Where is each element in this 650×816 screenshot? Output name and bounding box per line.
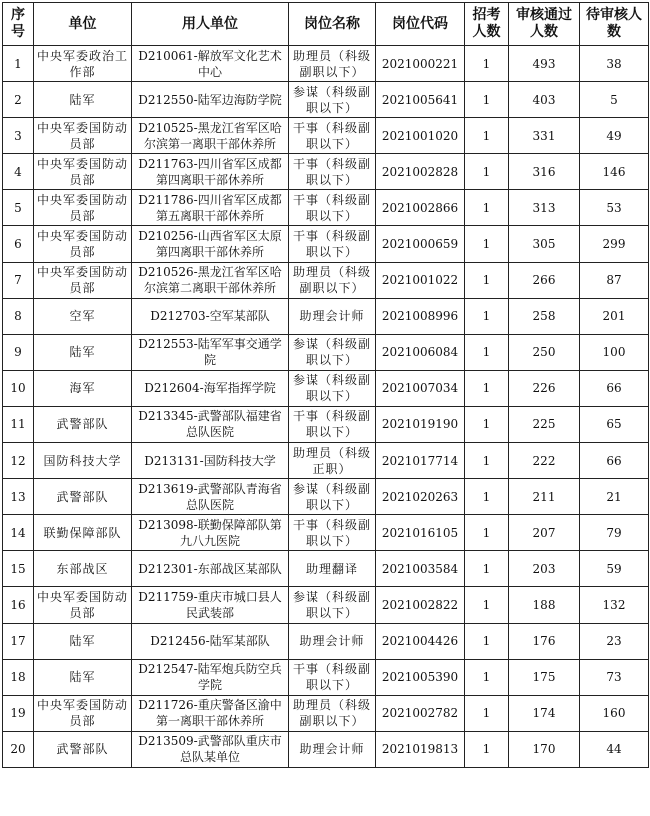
- cell-unit: D213131-国防科技大学: [132, 443, 289, 479]
- cell-pending: 49: [580, 118, 649, 154]
- cell-pending: 65: [580, 406, 649, 442]
- cell-post: 参谋（科级副职以下）: [289, 334, 376, 370]
- cell-quota: 1: [465, 479, 509, 515]
- cell-quota: 1: [465, 82, 509, 118]
- header-quota: 招考人数: [465, 3, 509, 46]
- cell-no: 10: [3, 370, 34, 406]
- cell-no: 19: [3, 695, 34, 731]
- cell-passed: 170: [509, 731, 580, 767]
- cell-passed: 207: [509, 515, 580, 551]
- cell-no: 16: [3, 587, 34, 623]
- cell-code: 2021019813: [376, 731, 465, 767]
- cell-code: 2021000659: [376, 226, 465, 262]
- cell-no: 14: [3, 515, 34, 551]
- cell-passed: 225: [509, 406, 580, 442]
- cell-unit: D213509-武警部队重庆市总队某单位: [132, 731, 289, 767]
- cell-code: 2021008996: [376, 298, 465, 334]
- cell-passed: 266: [509, 262, 580, 298]
- cell-quota: 1: [465, 623, 509, 659]
- cell-dept: 海军: [34, 370, 132, 406]
- cell-pending: 23: [580, 623, 649, 659]
- cell-pending: 87: [580, 262, 649, 298]
- cell-quota: 1: [465, 406, 509, 442]
- cell-quota: 1: [465, 370, 509, 406]
- cell-unit: D212703-空军某部队: [132, 298, 289, 334]
- table-row: [3, 659, 649, 695]
- cell-code: 2021019190: [376, 406, 465, 442]
- cell-post: 干事（科级副职以下）: [289, 226, 376, 262]
- cell-code: 2021017714: [376, 443, 465, 479]
- cell-quota: 1: [465, 262, 509, 298]
- header-dept: 单位: [34, 3, 132, 46]
- cell-post: 参谋（科级副职以下）: [289, 479, 376, 515]
- cell-code: 2021001020: [376, 118, 465, 154]
- cell-pending: 201: [580, 298, 649, 334]
- cell-dept: 陆军: [34, 623, 132, 659]
- cell-quota: 1: [465, 551, 509, 587]
- cell-pending: 299: [580, 226, 649, 262]
- cell-dept: 陆军: [34, 82, 132, 118]
- cell-unit: D213098-联勤保障部队第九八九医院: [132, 515, 289, 551]
- cell-unit: D212550-陆军边海防学院: [132, 82, 289, 118]
- cell-code: 2021001022: [376, 262, 465, 298]
- cell-post: 助理会计师: [289, 623, 376, 659]
- cell-passed: 493: [509, 46, 580, 82]
- cell-unit: D212604-海军指挥学院: [132, 370, 289, 406]
- cell-no: 12: [3, 443, 34, 479]
- recruitment-table: [2, 2, 649, 768]
- header-row: [3, 3, 649, 46]
- cell-passed: 175: [509, 659, 580, 695]
- cell-dept: 中央军委国防动员部: [34, 154, 132, 190]
- cell-unit: D212547-陆军炮兵防空兵学院: [132, 659, 289, 695]
- cell-code: 2021020263: [376, 479, 465, 515]
- cell-code: 2021002828: [376, 154, 465, 190]
- table-row: [3, 154, 649, 190]
- cell-passed: 403: [509, 82, 580, 118]
- cell-dept: 陆军: [34, 659, 132, 695]
- cell-unit: D210256-山西省军区太原第四离职干部休养所: [132, 226, 289, 262]
- cell-code: 2021002866: [376, 190, 465, 226]
- cell-pending: 38: [580, 46, 649, 82]
- cell-post: 助理员（科级副职以下）: [289, 695, 376, 731]
- cell-post: 助理会计师: [289, 298, 376, 334]
- cell-dept: 武警部队: [34, 479, 132, 515]
- cell-unit: D212456-陆军某部队: [132, 623, 289, 659]
- cell-dept: 联勤保障部队: [34, 515, 132, 551]
- cell-quota: 1: [465, 695, 509, 731]
- cell-post: 助理员（科级正职）: [289, 443, 376, 479]
- cell-pending: 66: [580, 443, 649, 479]
- table-row: [3, 443, 649, 479]
- cell-unit: D213619-武警部队青海省总队医院: [132, 479, 289, 515]
- cell-passed: 250: [509, 334, 580, 370]
- table-row: [3, 551, 649, 587]
- cell-quota: 1: [465, 659, 509, 695]
- cell-dept: 中央军委国防动员部: [34, 226, 132, 262]
- cell-no: 5: [3, 190, 34, 226]
- cell-code: 2021016105: [376, 515, 465, 551]
- cell-pending: 44: [580, 731, 649, 767]
- table-row: [3, 479, 649, 515]
- cell-dept: 武警部队: [34, 731, 132, 767]
- cell-code: 2021005641: [376, 82, 465, 118]
- table-row: [3, 82, 649, 118]
- cell-unit: D210526-黑龙江省军区哈尔滨第二离职干部休养所: [132, 262, 289, 298]
- table-row: [3, 118, 649, 154]
- cell-unit: D210061-解放军文化艺术中心: [132, 46, 289, 82]
- cell-dept: 中央军委国防动员部: [34, 190, 132, 226]
- cell-unit: D211786-四川省军区成都第五离职干部休养所: [132, 190, 289, 226]
- cell-post: 干事（科级副职以下）: [289, 659, 376, 695]
- cell-post: 干事（科级副职以下）: [289, 118, 376, 154]
- cell-unit: D212553-陆军军事交通学院: [132, 334, 289, 370]
- cell-dept: 中央军委国防动员部: [34, 587, 132, 623]
- cell-no: 6: [3, 226, 34, 262]
- cell-post: 助理翻译: [289, 551, 376, 587]
- cell-code: 2021005390: [376, 659, 465, 695]
- cell-quota: 1: [465, 443, 509, 479]
- header-passed: 审核通过人数: [509, 3, 580, 46]
- table-row: [3, 623, 649, 659]
- cell-unit: D210525-黑龙江省军区哈尔滨第一离职干部休养所: [132, 118, 289, 154]
- cell-unit: D211763-四川省军区成都第四离职干部休养所: [132, 154, 289, 190]
- cell-dept: 中央军委国防动员部: [34, 262, 132, 298]
- cell-code: 2021003584: [376, 551, 465, 587]
- cell-post: 助理员（科级副职以下）: [289, 46, 376, 82]
- table-row: [3, 515, 649, 551]
- cell-post: 参谋（科级副职以下）: [289, 587, 376, 623]
- cell-passed: 316: [509, 154, 580, 190]
- cell-no: 20: [3, 731, 34, 767]
- cell-passed: 258: [509, 298, 580, 334]
- cell-pending: 21: [580, 479, 649, 515]
- cell-no: 2: [3, 82, 34, 118]
- cell-no: 4: [3, 154, 34, 190]
- cell-pending: 73: [580, 659, 649, 695]
- cell-dept: 陆军: [34, 334, 132, 370]
- table-row: [3, 695, 649, 731]
- cell-post: 参谋（科级副职以下）: [289, 82, 376, 118]
- cell-quota: 1: [465, 226, 509, 262]
- cell-quota: 1: [465, 118, 509, 154]
- cell-passed: 176: [509, 623, 580, 659]
- cell-quota: 1: [465, 190, 509, 226]
- cell-no: 9: [3, 334, 34, 370]
- cell-passed: 222: [509, 443, 580, 479]
- cell-dept: 东部战区: [34, 551, 132, 587]
- cell-quota: 1: [465, 515, 509, 551]
- cell-no: 15: [3, 551, 34, 587]
- cell-pending: 132: [580, 587, 649, 623]
- cell-post: 参谋（科级副职以下）: [289, 370, 376, 406]
- cell-quota: 1: [465, 154, 509, 190]
- table-row: [3, 334, 649, 370]
- cell-no: 13: [3, 479, 34, 515]
- cell-post: 干事（科级副职以下）: [289, 515, 376, 551]
- cell-post: 干事（科级副职以下）: [289, 406, 376, 442]
- table-row: [3, 46, 649, 82]
- cell-post: 干事（科级副职以下）: [289, 190, 376, 226]
- header-pending: 待审核人数: [580, 3, 649, 46]
- cell-pending: 53: [580, 190, 649, 226]
- cell-code: 2021002822: [376, 587, 465, 623]
- cell-unit: D213345-武警部队福建省总队医院: [132, 406, 289, 442]
- cell-quota: 1: [465, 587, 509, 623]
- cell-post: 干事（科级副职以下）: [289, 154, 376, 190]
- cell-passed: 188: [509, 587, 580, 623]
- cell-dept: 空军: [34, 298, 132, 334]
- cell-post: 助理会计师: [289, 731, 376, 767]
- table-row: [3, 298, 649, 334]
- header-code: 岗位代码: [376, 3, 465, 46]
- cell-pending: 66: [580, 370, 649, 406]
- cell-dept: 中央军委国防动员部: [34, 118, 132, 154]
- table-row: [3, 587, 649, 623]
- header-post: 岗位名称: [289, 3, 376, 46]
- cell-pending: 79: [580, 515, 649, 551]
- cell-post: 助理员（科级副职以下）: [289, 262, 376, 298]
- cell-no: 17: [3, 623, 34, 659]
- table-row: [3, 226, 649, 262]
- cell-code: 2021007034: [376, 370, 465, 406]
- table-row: [3, 731, 649, 767]
- cell-quota: 1: [465, 298, 509, 334]
- cell-dept: 武警部队: [34, 406, 132, 442]
- cell-dept: 中央军委政治工作部: [34, 46, 132, 82]
- cell-no: 8: [3, 298, 34, 334]
- cell-no: 7: [3, 262, 34, 298]
- header-unit: 用人单位: [132, 3, 289, 46]
- cell-dept: 国防科技大学: [34, 443, 132, 479]
- cell-passed: 174: [509, 695, 580, 731]
- cell-passed: 305: [509, 226, 580, 262]
- cell-pending: 146: [580, 154, 649, 190]
- cell-passed: 331: [509, 118, 580, 154]
- table-row: [3, 370, 649, 406]
- cell-no: 11: [3, 406, 34, 442]
- cell-unit: D211726-重庆警备区渝中第一离职干部休养所: [132, 695, 289, 731]
- cell-no: 3: [3, 118, 34, 154]
- cell-unit: D211759-重庆市城口县人民武装部: [132, 587, 289, 623]
- table-row: [3, 406, 649, 442]
- cell-unit: D212301-东部战区某部队: [132, 551, 289, 587]
- cell-quota: 1: [465, 731, 509, 767]
- cell-code: 2021002782: [376, 695, 465, 731]
- cell-code: 2021006084: [376, 334, 465, 370]
- cell-passed: 211: [509, 479, 580, 515]
- cell-no: 1: [3, 46, 34, 82]
- cell-pending: 5: [580, 82, 649, 118]
- cell-pending: 59: [580, 551, 649, 587]
- cell-passed: 313: [509, 190, 580, 226]
- table-row: [3, 190, 649, 226]
- cell-dept: 中央军委国防动员部: [34, 695, 132, 731]
- cell-passed: 203: [509, 551, 580, 587]
- table-body: [3, 46, 649, 768]
- table-row: [3, 262, 649, 298]
- cell-pending: 160: [580, 695, 649, 731]
- cell-code: 2021004426: [376, 623, 465, 659]
- header-no: 序号: [3, 3, 34, 46]
- cell-pending: 100: [580, 334, 649, 370]
- cell-no: 18: [3, 659, 34, 695]
- cell-passed: 226: [509, 370, 580, 406]
- cell-quota: 1: [465, 334, 509, 370]
- cell-code: 2021000221: [376, 46, 465, 82]
- cell-quota: 1: [465, 46, 509, 82]
